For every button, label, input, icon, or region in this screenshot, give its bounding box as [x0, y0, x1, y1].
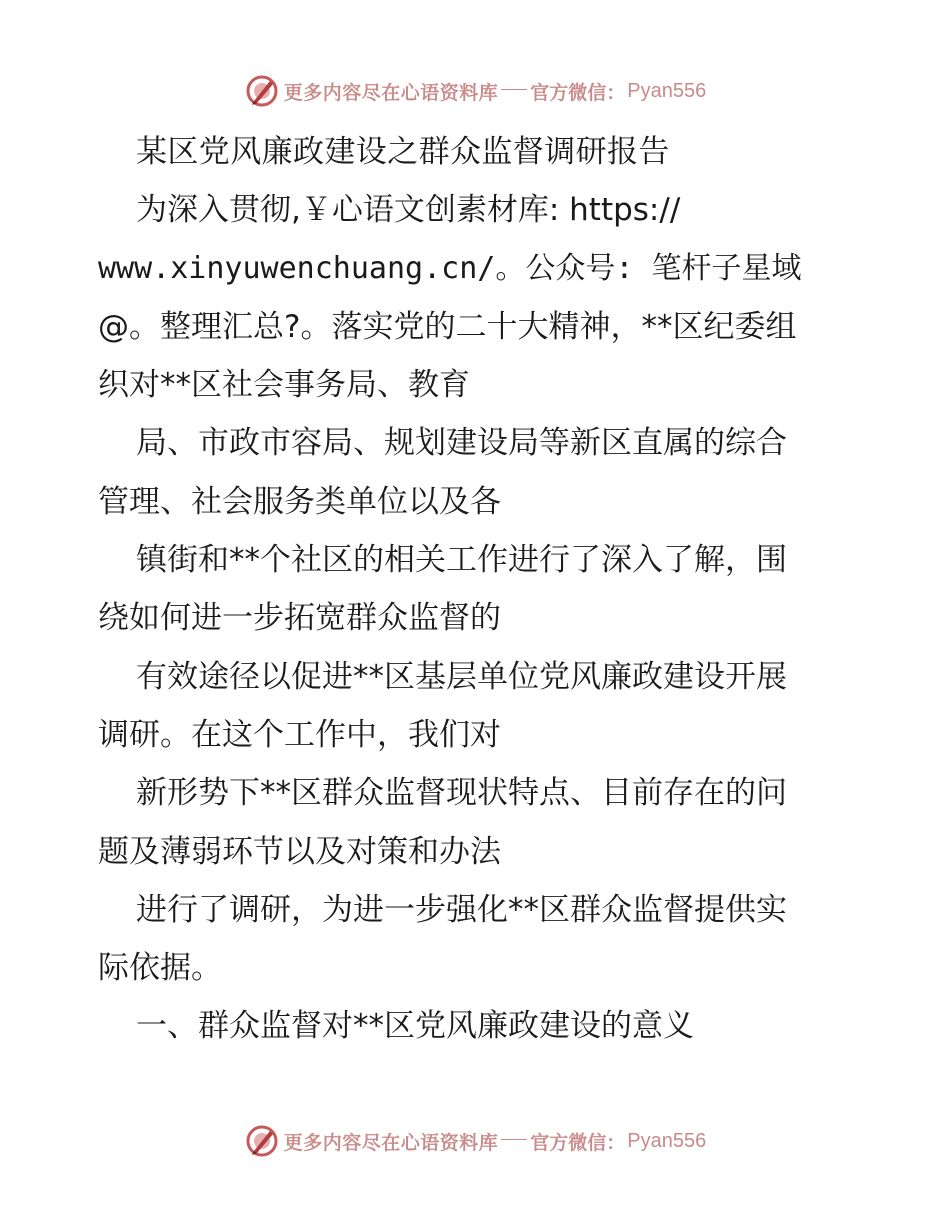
watermark-id-text: Pyan556: [627, 1129, 707, 1152]
watermark-separator: [501, 89, 527, 90]
paragraph-line: 调研。在这个工作中，我们对: [98, 716, 501, 753]
paragraph-line: 题及薄弱环节以及对策和办法: [98, 833, 501, 870]
document-title: 某区党风廉政建设之群众监督调研报告: [136, 134, 670, 170]
paragraph-line: 绕如何进一步拓宽群众监督的: [98, 600, 501, 637]
paragraph-line: 局、市政市容局、规划建设局等新区直属的综合: [136, 425, 787, 462]
document-body: [98, 123, 858, 1056]
watermark-footer: [0, 1121, 950, 1161]
paragraph-line: @。整理汇总?。落实党的二十大精神，**区纪委组: [98, 308, 797, 345]
watermark-header: [0, 71, 950, 111]
watermark-sub-text: 官方微信：: [530, 81, 626, 104]
paragraph-line: 新形势下**区群众监督现状特点、目前存在的问: [136, 775, 787, 812]
paragraph-line: www.xinyuwenchuang.cn/。公众号: 笔杆子星域: [98, 250, 802, 286]
watermark-sub-text: 官方微信：: [530, 1131, 626, 1154]
paragraph-line: 有效途径以促进**区基层单位党风廉政建设开展: [136, 658, 787, 695]
watermark-main-text: 更多内容尽在心语资料库: [283, 1131, 499, 1154]
paragraph-line: 织对**区社会事务局、教育: [98, 367, 470, 404]
paragraph-line: 际依据。: [98, 950, 222, 987]
paragraph-line: 管理、社会服务类单位以及各: [98, 483, 501, 520]
watermark-separator: [501, 1139, 527, 1140]
paragraph-line: 为深入贯彻,￥心语文创素材库: https://: [136, 192, 681, 229]
pen-logo-icon: [244, 73, 280, 109]
watermark-id-text: Pyan556: [627, 79, 707, 102]
section-heading: 一、群众监督对**区党风廉政建设的意义: [136, 1008, 694, 1045]
paragraph-line: 镇街和**个社区的相关工作进行了深入了解，围: [136, 542, 787, 579]
paragraph-line: 进行了调研，为进一步强化**区群众监督提供实: [136, 891, 787, 928]
pen-logo-icon: [244, 1123, 280, 1159]
watermark-main-text: 更多内容尽在心语资料库: [283, 81, 499, 104]
